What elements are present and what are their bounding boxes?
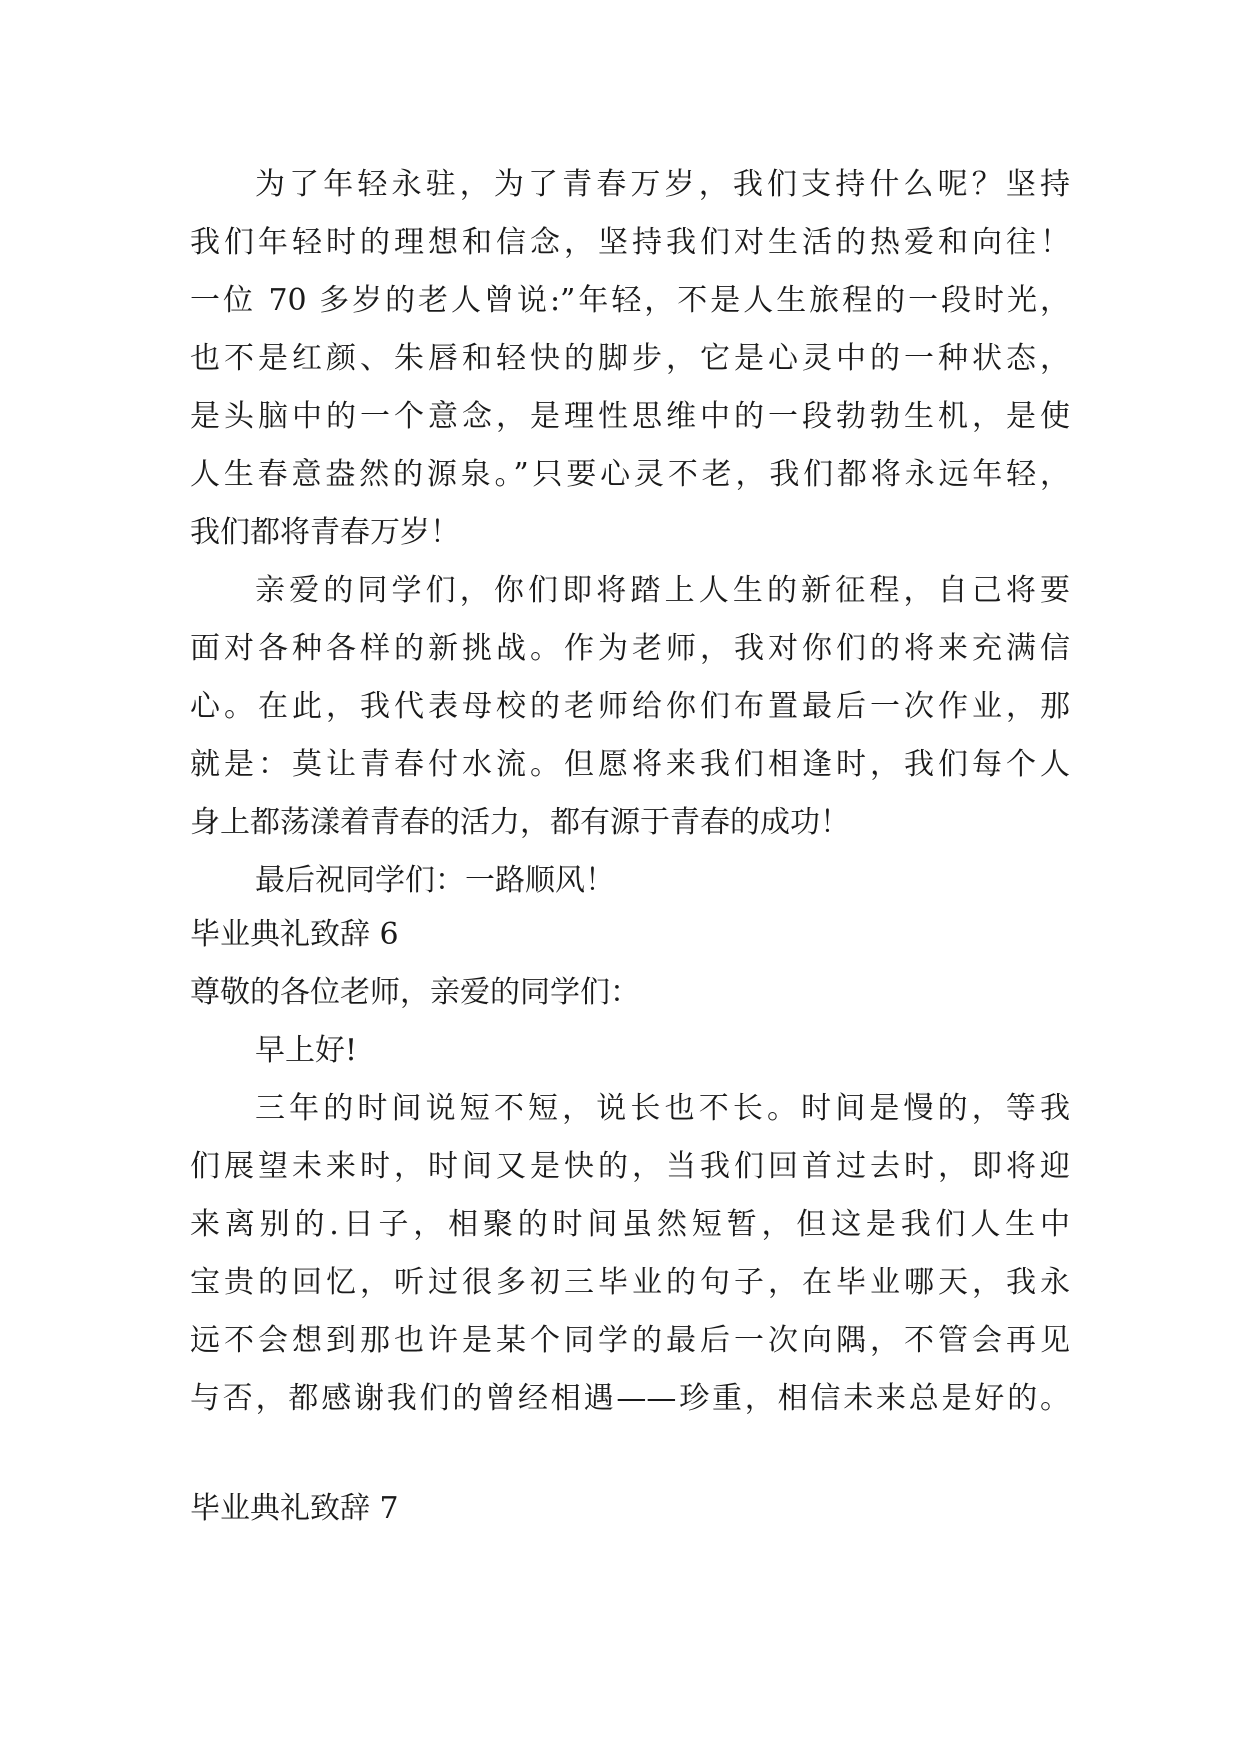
section-heading: 毕业典礼致辞 7: [190, 1491, 399, 1526]
paragraph-line: 就是：莫让青春付水流。但愿将来我们相逢时，我们每个人: [190, 747, 1070, 782]
closing-line: 最后祝同学们：一路顺风！: [255, 863, 615, 898]
paragraph-line: 与否，都感谢我们的曾经相遇——珍重，相信未来总是好的。: [190, 1381, 1070, 1416]
paragraph-line: 亲爱的同学们，你们即将踏上人生的新征程，自己将要: [255, 573, 1070, 608]
paragraph-line: 我们年轻时的理想和信念，坚持我们对生活的热爱和向往！: [190, 225, 1070, 260]
paragraph-line: 身上都荡漾着青春的活力，都有源于青春的成功！: [190, 805, 850, 840]
salutation: 尊敬的各位老师，亲爱的同学们：: [190, 975, 640, 1010]
paragraph-line: 们展望未来时，时间又是快的，当我们回首过去时，即将迎: [190, 1149, 1070, 1184]
paragraph-line: 为了年轻永驻，为了青春万岁，我们支持什么呢？坚持: [255, 167, 1070, 202]
paragraph-line: 也不是红颜、朱唇和轻快的脚步，它是心灵中的一种状态，: [190, 341, 1070, 376]
paragraph-line: 是头脑中的一个意念，是理性思维中的一段勃勃生机，是使: [190, 399, 1070, 434]
paragraph-line: 宝贵的回忆，听过很多初三毕业的句子，在毕业哪天，我永: [190, 1265, 1070, 1300]
paragraph-line: 来离别的.日子，相聚的时间虽然短暂，但这是我们人生中: [190, 1207, 1070, 1242]
paragraph-line: 三年的时间说短不短，说长也不长。时间是慢的，等我: [255, 1091, 1070, 1126]
paragraph-line: 我们都将青春万岁！: [190, 515, 460, 550]
section-heading: 毕业典礼致辞 6: [190, 917, 399, 952]
paragraph-line: 远不会想到那也许是某个同学的最后一次向隅，不管会再见: [190, 1323, 1070, 1358]
paragraph-line: 面对各种各样的新挑战。作为老师，我对你们的将来充满信: [190, 631, 1070, 666]
greeting: 早上好!: [255, 1033, 358, 1068]
paragraph-line: 人生春意盎然的源泉。”只要心灵不老，我们都将永远年轻，: [190, 457, 1070, 492]
paragraph-line: 心。在此，我代表母校的老师给你们布置最后一次作业，那: [190, 689, 1070, 724]
paragraph-line: 一位 70 多岁的老人曾说:”年轻，不是人生旅程的一段时光，: [190, 283, 1070, 318]
